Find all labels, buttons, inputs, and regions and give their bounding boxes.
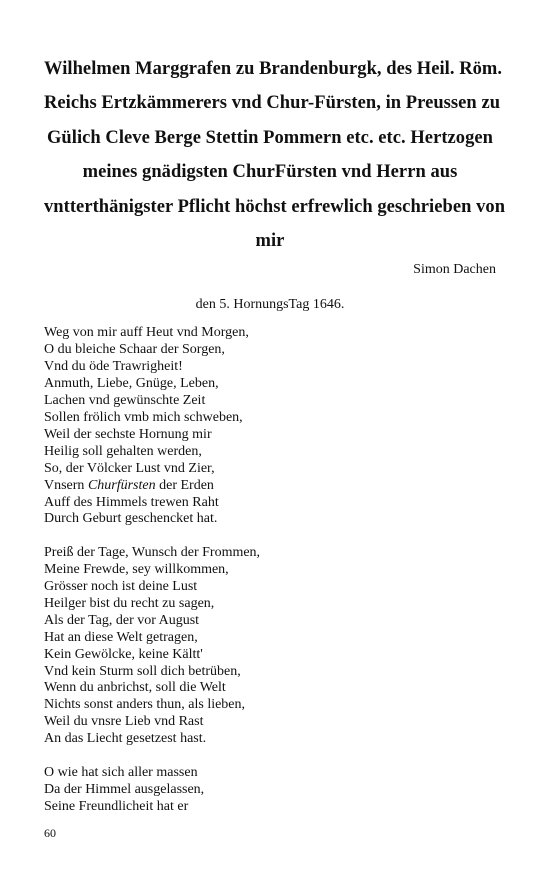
italic-word: Churfürsten [87, 477, 156, 493]
title-line: Gülich Cleve Berge Stettin Pommern etc. etc. Hertzogen [46, 127, 494, 148]
author-name: Simon Dachen [413, 262, 496, 278]
verse-line: Vnd kein Sturm soll dich betrüben, [44, 663, 241, 679]
verse-line: Kein Gewölcke, keine Kältt' [44, 646, 203, 662]
page-content [44, 52, 506, 816]
title-line: Wilhelmen Marggrafen zu Brandenburgk, des Heil. Röm. [44, 59, 503, 79]
verse-text: Vnsern [44, 477, 88, 493]
verse-line: Anmuth, Liebe, Gnüge, Leben, [44, 376, 219, 392]
verse-line: Seine Freundlicheit hat er [44, 798, 189, 814]
verse-line: Als der Tag, der vor August [44, 612, 200, 628]
verse-line: Meine Frewde, sey willkommen, [44, 562, 229, 578]
verse-line: O wie hat sich aller massen [44, 764, 198, 780]
poem-title [44, 52, 506, 258]
poem-body [44, 325, 496, 815]
verse-line: Sollen frölich vmb mich schweben, [44, 409, 243, 425]
verse-line: O du bleiche Schaar der Sorgen, [44, 342, 225, 358]
title-line: vntterthänigster Pflicht höchst erfrewlich geschrieben von [44, 196, 506, 217]
verse-line: Vnd du öde Trawrigheit! [44, 359, 183, 375]
title-line: meines gnädigsten ChurFürsten vnd Herrn aus [82, 162, 458, 183]
verse-line: Hat an diese Welt getragen, [44, 629, 198, 645]
page-number: 60 [44, 826, 56, 840]
verse-line: Auff des Himmels trewen Raht [44, 494, 219, 510]
stanza-1 [44, 325, 496, 528]
verse-line-with-italic [44, 478, 496, 495]
verse-line: Lachen vnd gewünschte Zeit [44, 393, 206, 409]
verse-line: Weil du vnsre Lieb vnd Rast [44, 714, 204, 730]
verse-line: Heilig soll gehalten werden, [44, 443, 202, 459]
verse-line: Preiß der Tage, Wunsch der Frommen, [44, 545, 261, 561]
verse-line: Weil der sechste Hornung mir [44, 426, 212, 442]
verse-line: Da der Himmel ausgelassen, [44, 781, 205, 797]
verse-line: Weg von mir auff Heut vnd Morgen, [44, 325, 249, 341]
verse-text: der Erden [155, 477, 214, 493]
stanza-2 [44, 545, 496, 748]
verse-line: Durch Geburt geschencket hat. [44, 511, 218, 527]
verse-line: So, der Völcker Lust vnd Zier, [44, 460, 215, 476]
stanza-3 [44, 765, 496, 816]
verse-line: Nichts sonst anders thun, als lieben, [44, 697, 246, 713]
title-line: mir [255, 231, 285, 252]
verse-line: Wenn du anbrichst, soll die Welt [44, 680, 226, 696]
verse-line: Grösser noch ist deine Lust [44, 579, 198, 595]
poem-date: den 5. HornungsTag 1646. [195, 297, 345, 313]
verse-line: Heilger bist du recht zu sagen, [44, 595, 215, 611]
title-line: Reichs Ertzkämmerers vnd Chur-Fürsten, in Preussen zu [44, 93, 501, 114]
verse-line: An das Liecht gesetzest hast. [44, 731, 207, 747]
